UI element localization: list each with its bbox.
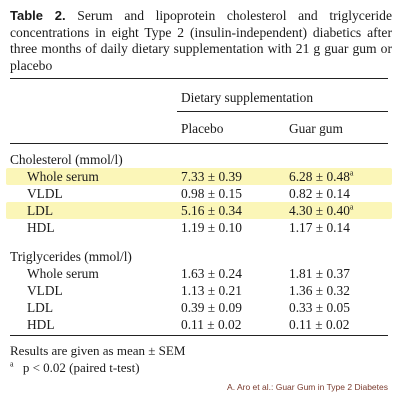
guar-cell [289, 300, 350, 316]
guar-cell [289, 283, 350, 299]
guar-value: 0.33 ± 0.05 [289, 300, 350, 315]
footnote-significance [10, 360, 140, 376]
guar-cell [289, 317, 349, 333]
header-rule [10, 143, 388, 144]
row-label: VLDL [27, 186, 63, 201]
guar-value: 0.11 ± 0.02 [289, 317, 350, 332]
guar-cell [289, 169, 353, 185]
placebo-value: 7.33 ± 0.39 [181, 169, 242, 184]
placebo-value: 1.63 ± 0.24 [181, 266, 242, 281]
bottom-rule [10, 335, 388, 336]
top-rule [10, 78, 388, 79]
guar-value: 1.17 ± 0.14 [289, 220, 350, 235]
row-label: VLDL [27, 283, 63, 298]
significance-marker: a [349, 168, 354, 178]
guar-cell [289, 266, 350, 282]
group-rule [177, 111, 388, 112]
placebo-value: 1.13 ± 0.21 [181, 283, 242, 298]
footnote-results: Results are given as mean ± SEM [10, 343, 186, 358]
footnote-marker: a [10, 359, 14, 369]
group-header: Dietary supplementation [181, 90, 314, 105]
row-label: HDL [27, 317, 55, 332]
col-header-guar: Guar gum [289, 121, 343, 136]
page-credit: A. Aro et al.: Guar Gum in Type 2 Diabetes [227, 382, 388, 392]
footnote-sig-text: p < 0.02 (paired t-test) [22, 360, 140, 375]
table-label: Table 2. [10, 8, 66, 23]
row-label: Whole serum [27, 169, 99, 184]
row-label: Whole serum [27, 266, 99, 281]
placebo-value: 5.16 ± 0.34 [181, 203, 242, 218]
row-label: HDL [27, 220, 55, 235]
guar-value: 1.81 ± 0.37 [289, 266, 350, 281]
guar-cell [289, 203, 353, 219]
placebo-value: 0.11 ± 0.02 [181, 317, 242, 332]
section-title: Triglycerides (mmol/l) [10, 249, 132, 264]
guar-cell [289, 186, 350, 202]
guar-value: 4.30 ± 0.40 [289, 203, 350, 218]
guar-value: 1.36 ± 0.32 [289, 283, 350, 298]
caption-text: Serum and lipoprotein cholesterol and triglyceride concentrations in eight Type 2 (insulin-independent) diabetics after three months of daily dietary supplementation with 21 g guar gum or placebo [10, 8, 392, 73]
placebo-value: 0.39 ± 0.09 [181, 300, 242, 315]
significance-marker: a [349, 202, 354, 212]
guar-value: 6.28 ± 0.48 [289, 169, 350, 184]
placebo-value: 0.98 ± 0.15 [181, 186, 242, 201]
row-label: LDL [27, 203, 54, 218]
col-header-placebo: Placebo [181, 121, 224, 136]
row-label: LDL [27, 300, 54, 315]
guar-value: 0.82 ± 0.14 [289, 186, 350, 201]
table-caption [10, 8, 392, 74]
placebo-value: 1.19 ± 0.10 [181, 220, 242, 235]
guar-cell [289, 220, 350, 236]
section-title: Cholesterol (mmol/l) [10, 152, 123, 167]
